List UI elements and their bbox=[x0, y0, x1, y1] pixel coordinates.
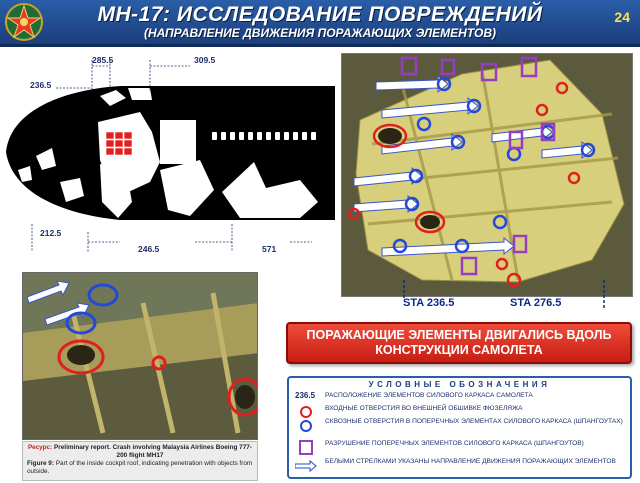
damage-zone bbox=[106, 132, 132, 155]
caption-figure: Figure 9: Part of the inside cockpit roof, indicating penetration with objects from outside. bbox=[27, 460, 253, 475]
cockpit-roof-photo bbox=[22, 272, 258, 440]
purple-square-icon bbox=[295, 440, 317, 456]
caption-source: Ресурс: Preliminary report. Crash involving Malaysia Airlines Boeing 777-200 flight MH17 bbox=[28, 444, 252, 459]
dim-246: 246.5 bbox=[138, 244, 160, 254]
dim-236: 236.5 bbox=[30, 80, 52, 90]
sta-right-label: STA 276.5 bbox=[510, 297, 562, 309]
wreckage-photo-panel bbox=[341, 53, 633, 297]
conclusion-banner bbox=[286, 322, 632, 364]
header-band bbox=[0, 0, 640, 44]
station-number-symbol: 236.5 bbox=[295, 391, 316, 400]
figure-caption bbox=[22, 441, 258, 481]
banner-text: ПОРАЖАЮЩИЕ ЭЛЕМЕНТЫ ДВИГАЛИСЬ ВДОЛЬ КОНСТРУКЦИИ САМОЛЕТА bbox=[306, 328, 612, 357]
header-divider bbox=[0, 44, 640, 47]
page-number: 24 bbox=[614, 9, 630, 25]
dim-309: 309.5 bbox=[194, 55, 216, 65]
page-subtitle: (НАПРАВЛЕНИЕ ДВИЖЕНИЯ ПОРАЖАЮЩИХ ЭЛЕМЕНТОВ) bbox=[143, 26, 496, 40]
blue-circle-icon bbox=[295, 418, 317, 434]
white-arrow-icon bbox=[295, 458, 317, 474]
dim-571: 571 bbox=[262, 244, 277, 254]
dim-285: 285.5 bbox=[92, 55, 114, 65]
dim-212: 212.5 bbox=[40, 228, 62, 238]
legend-title: УСЛОВНЫЕ ОБОЗНАЧЕНИЯ bbox=[368, 380, 551, 389]
fuselage-diagram bbox=[0, 52, 335, 262]
page-title: МН-17: ИССЛЕДОВАНИЕ ПОВРЕЖДЕНИЙ bbox=[97, 3, 543, 26]
sta-left-label: STA 236.5 bbox=[403, 297, 455, 309]
legend-panel: УСЛОВНЫЕ ОБОЗНАЧЕНИЯ 236.5 РАСПОЛОЖЕНИЕ ЭЛЕМЕНТОВ СИЛОВОГО КАРКАСА САМОЛЕТА ВХОДНЫЕ ОТВЕРСТИЯ ВО ВНЕШНЕЙ ОБШИВКЕ ФЮЗЕЛЯЖА СКВОЗНЫЕ ОТВЕРСТИЯ В ПОПЕРЕЧНЫХ ЭЛЕМЕНТАХ СИЛОВОГО КАРКАСА (ШПАНГОУТАХ) РАЗРУШЕНИЕ ПОПЕРЕЧНЫХ ЭЛЕМЕНТОВ СИЛОВОГО КАРКАСА (ШПАНГОУТОВ) БЕЛЫМИ СТРЕЛКАМИ УКАЗАНЫ НАПРАВЛЕНИЕ ДВИЖЕНИЯ ПОРАЖАЮЩИХ ЭЛЕМЕНТОВ bbox=[287, 376, 632, 479]
sta-guide-lines bbox=[398, 280, 638, 310]
